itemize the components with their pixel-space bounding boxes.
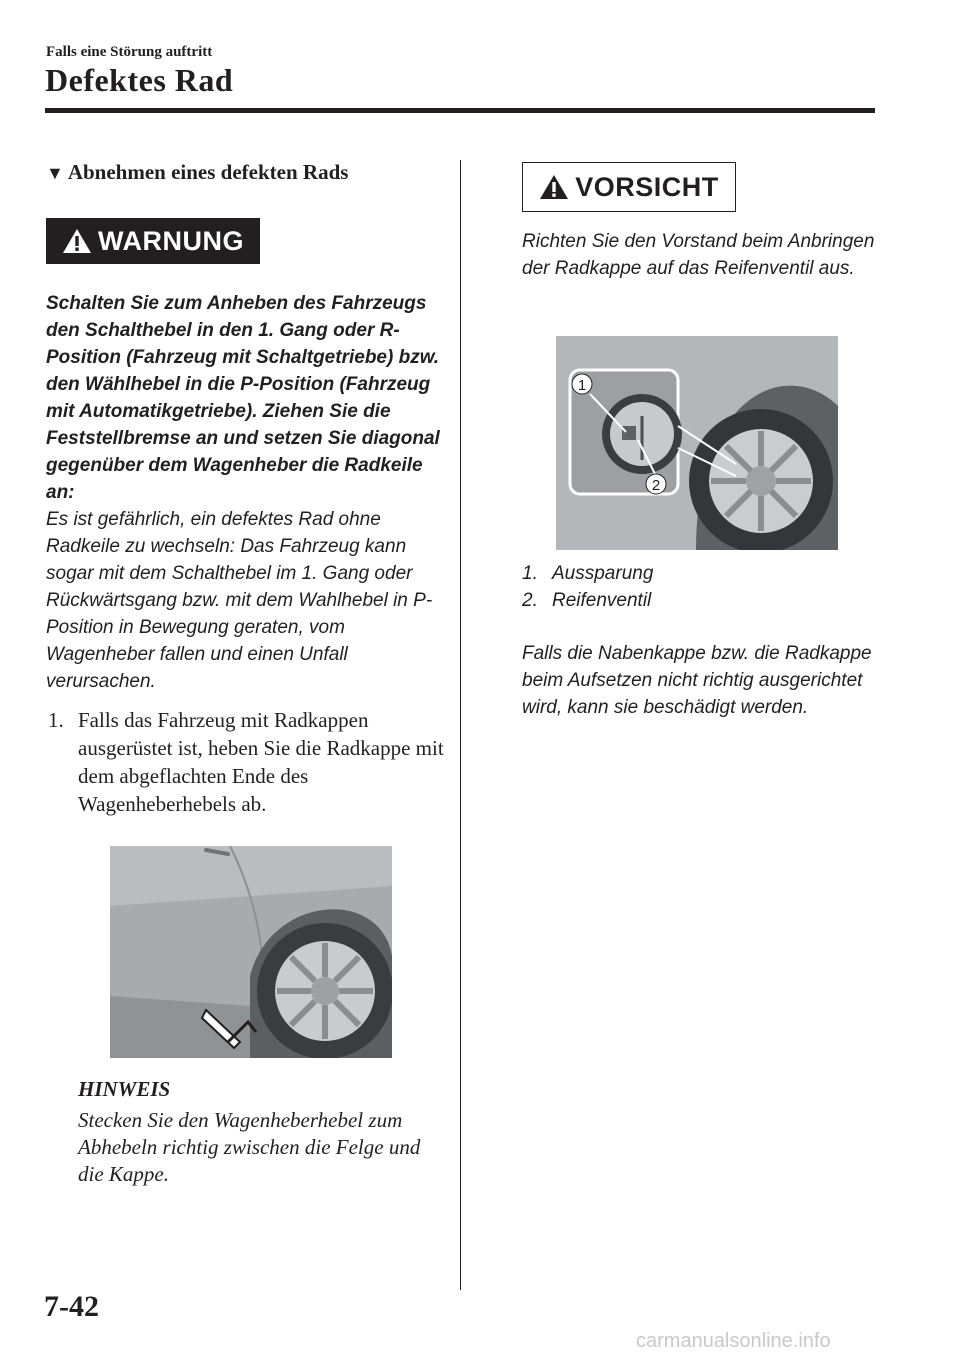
hubcap-removal-figure	[110, 846, 392, 1058]
step-1	[46, 706, 446, 818]
warning-text: Es ist gefährlich, ein defektes Rad ohne Radkeile zu wechseln: Das Fahrzeug kann sogar mit dem Schalthebel im 1. Gang oder Rückwärtsgang bzw. mit dem Wahlhebel in P-Position in Bewegung geraten, vom Wagenheber fallen und einen Unfall verursachen.	[46, 509, 433, 692]
valve-alignment-figure	[556, 336, 838, 550]
closing-text: Falls die Nabenkappe bzw. die Radkappe beim Aufsetzen nicht richtig ausgerichtet wird, kann sie beschädigt werden.	[522, 643, 872, 718]
callout-1: 1	[577, 377, 587, 394]
subheading-text: Abnehmen eines defekten Rads	[67, 160, 349, 184]
legend-number: 2.	[522, 590, 538, 611]
note-text: Stecken Sie den Wagenheberhebel zum Abhebeln richtig zwischen die Felge und die Kappe.	[78, 1108, 421, 1186]
legend-item	[522, 587, 882, 614]
legend-item	[522, 560, 882, 587]
step-number: 1.	[48, 708, 64, 732]
watermark: carmanualsonline.info	[636, 1330, 831, 1352]
note-title: HINWEIS	[78, 1077, 171, 1101]
figure-legend	[522, 560, 882, 614]
title-rule	[45, 108, 875, 113]
subheading	[46, 160, 348, 185]
caution-text: Richten Sie den Vorstand beim Anbringen der Radkappe auf das Reifenventil aus.	[522, 231, 875, 279]
warning-badge	[46, 218, 260, 264]
caution-badge	[522, 162, 736, 212]
caution-triangle-icon	[539, 174, 569, 200]
page-number: 7-42	[44, 1290, 99, 1323]
warning-triangle-icon	[62, 228, 92, 254]
caution-label: VORSICHT	[575, 171, 719, 202]
triangle-marker-icon: ▼	[46, 163, 64, 183]
section-label: Falls eine Störung auftritt	[46, 44, 213, 60]
callout-2: 2	[651, 477, 661, 494]
warning-bold-text: Schalten Sie zum Anheben des Fahrzeugs den Schalthebel in den 1. Gang oder R-Position (Fahrzeug mit Schaltgetriebe) bzw. den Wählhebel in die P-Position (Fahrzeug mit Automatikgetriebe). Ziehen Sie die Feststellbremse an und setzen Sie diagonal gegenüber dem Wagenheber die Radkeile an:	[46, 293, 440, 503]
legend-text: Reifenventil	[552, 590, 652, 611]
page-title: Defektes Rad	[45, 62, 234, 98]
column-divider	[460, 160, 461, 1290]
warning-label: WARNUNG	[98, 225, 244, 256]
legend-text: Aussparung	[552, 563, 654, 584]
legend-number: 1.	[522, 563, 538, 584]
step-text: Falls das Fahrzeug mit Radkappen ausgerüstet ist, heben Sie die Radkappe mit dem abgeflachten Ende des Wagenheberhebels ab.	[78, 708, 444, 816]
